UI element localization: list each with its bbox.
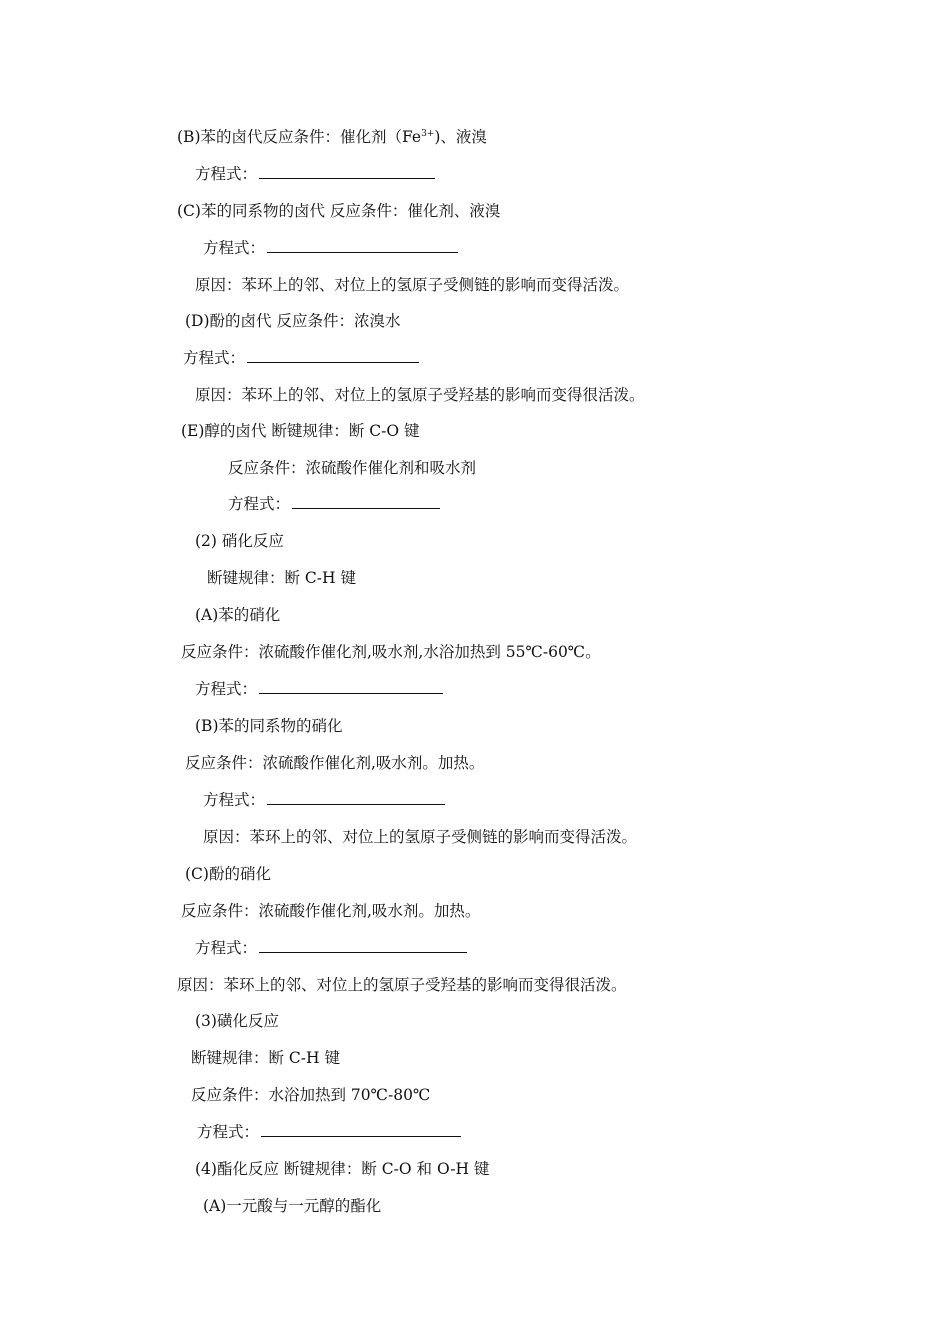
answer-blank[interactable] (267, 238, 458, 253)
text-line: 反应条件：水浴加热到 70℃-80℃ (191, 1086, 431, 1104)
text-line: 反应条件：浓硫酸作催化剂和吸水剂 (228, 459, 477, 477)
text-line: 原因：苯环上的邻、对位上的氢原子受羟基的影响而变得很活泼。 (177, 976, 627, 994)
equation-line: 方程式： (203, 790, 445, 810)
text-line: 原因：苯环上的邻、对位上的氢原子受羟基的影响而变得很活泼。 (195, 386, 645, 404)
text-line: (C)酚的硝化 (185, 865, 271, 883)
text-line: (A)苯的硝化 (195, 606, 281, 624)
equation-line: 方程式： (195, 938, 467, 958)
text-line: 原因：苯环上的邻、对位上的氢原子受侧链的影响而变得活泼。 (203, 828, 638, 846)
equation-line: 方程式： (195, 164, 435, 184)
text-line: 反应条件：浓硫酸作催化剂,吸水剂,水浴加热到 55℃-60℃。 (181, 643, 601, 661)
answer-blank[interactable] (261, 1122, 461, 1137)
equation-line: 方程式： (197, 1122, 461, 1142)
text-line: (B)苯的卤代反应条件：催化剂$(Fe^{3+})$、液溴 (177, 128, 487, 146)
equation-line: 方程式： (228, 494, 440, 514)
text-line: (C)苯的同系物的卤代 反应条件：催化剂、液溴 (177, 202, 501, 220)
equation-line: 方程式： (195, 679, 443, 699)
text-line: (A)一元酸与一元醇的酯化 (203, 1197, 382, 1215)
section-heading: (2) 硝化反应 (195, 532, 284, 550)
text-line: (E)醇的卤代 断键规律：断 C-O 键 (181, 422, 420, 440)
superscript: 3+ (421, 129, 435, 139)
section-heading: (4)酯化反应 断键规律：断 C-O 和 O-H 键 (195, 1160, 490, 1178)
answer-blank[interactable] (259, 938, 467, 953)
text-line: (D)酚的卤代 反应条件：浓溴水 (185, 312, 401, 330)
answer-blank[interactable] (292, 494, 440, 509)
text-line: 断键规律：断 C-H 键 (207, 569, 356, 587)
text-line: 断键规律：断 C-H 键 (191, 1049, 340, 1067)
equation-line: 方程式： (183, 348, 419, 368)
answer-blank[interactable] (247, 348, 419, 363)
equation-line: 方程式： (203, 238, 458, 258)
text-line: 反应条件：浓硫酸作催化剂,吸水剂。加热。 (181, 902, 481, 920)
section-heading: (3)磺化反应 (195, 1012, 279, 1030)
text-line: 反应条件：浓硫酸作催化剂,吸水剂。加热。 (185, 754, 485, 772)
text-line: (B)苯的同系物的硝化 (195, 717, 343, 735)
answer-blank[interactable] (259, 679, 443, 694)
answer-blank[interactable] (267, 790, 445, 805)
text-line: 原因：苯环上的邻、对位上的氢原子受侧链的影响而变得活泼。 (195, 276, 630, 294)
answer-blank[interactable] (259, 164, 435, 179)
